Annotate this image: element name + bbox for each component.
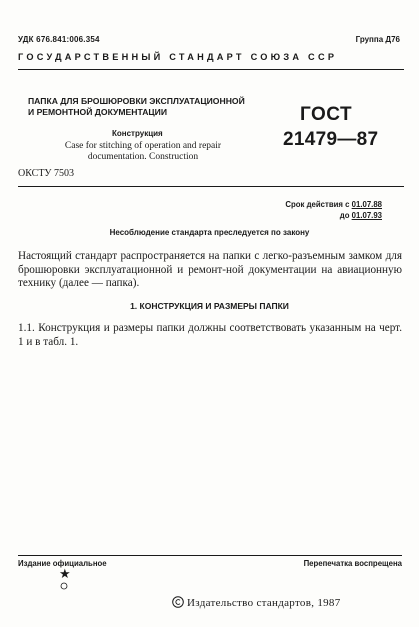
circle-mark-icon [60,582,68,590]
oksty-code: ОКСТУ 7503 [18,168,75,179]
validity-to-line [285,210,382,221]
title-line-2: И РЕМОНТНОЙ ДОКУМЕНТАЦИИ [28,107,168,117]
copyright-line [172,596,341,609]
udk-code: УДК 676.841:006.354 [18,35,100,44]
star-icon: ★ [59,566,71,581]
gost-label: ГОСТ [300,104,353,125]
document-subtitle: Конструкция [112,129,163,138]
legal-notice: Несоблюдение стандарта преследуется по закону [109,228,310,237]
reprint-prohibited-label: Перепечатка воспрещена [303,559,402,568]
copyright-text: Издательство стандартов, 1987 [187,597,341,609]
middle-divider [18,186,404,187]
validity-period [285,199,382,221]
clause-paragraph: 1.1. Конструкция и размеры папки должны соответствовать указанным на черт. 1 и в табл. 1. [18,322,402,348]
document-title [28,96,278,118]
standard-banner: ГОСУДАРСТВЕННЫЙ СТАНДАРТ СОЮЗА ССР [18,52,338,62]
section-heading: 1. КОНСТРУКЦИЯ И РАЗМЕРЫ ПАПКИ [130,301,289,311]
title-line-1: ПАПКА ДЛЯ БРОШЮРОВКИ ЭКСПЛУАТАЦИОННОЙ [28,96,245,106]
english-title-line-2: documentation. Construction [87,152,199,162]
group-code: Группа Д76 [355,35,400,44]
gost-number: 21479—87 [283,129,379,150]
copyright-icon [172,596,184,608]
validity-from-line [285,199,382,210]
validity-from-date: 01.07.88 [351,200,382,209]
scope-paragraph: Настоящий стандарт распространяется на папки с легко-разъемным замком для брошюровки эксплуатационной и ремонт-ной документации на авиационную технику (далее — папка). [18,250,402,289]
validity-label: Срок действия с [285,200,350,209]
official-edition-label: Издание официальное [18,559,107,568]
english-title-line-1: Case for stitching of operation and repair [64,141,222,151]
validity-to-label: до [339,211,350,220]
validity-to-date: 01.07.93 [351,211,382,220]
footer-divider [18,555,402,556]
english-title [14,141,272,163]
top-divider [18,69,404,70]
